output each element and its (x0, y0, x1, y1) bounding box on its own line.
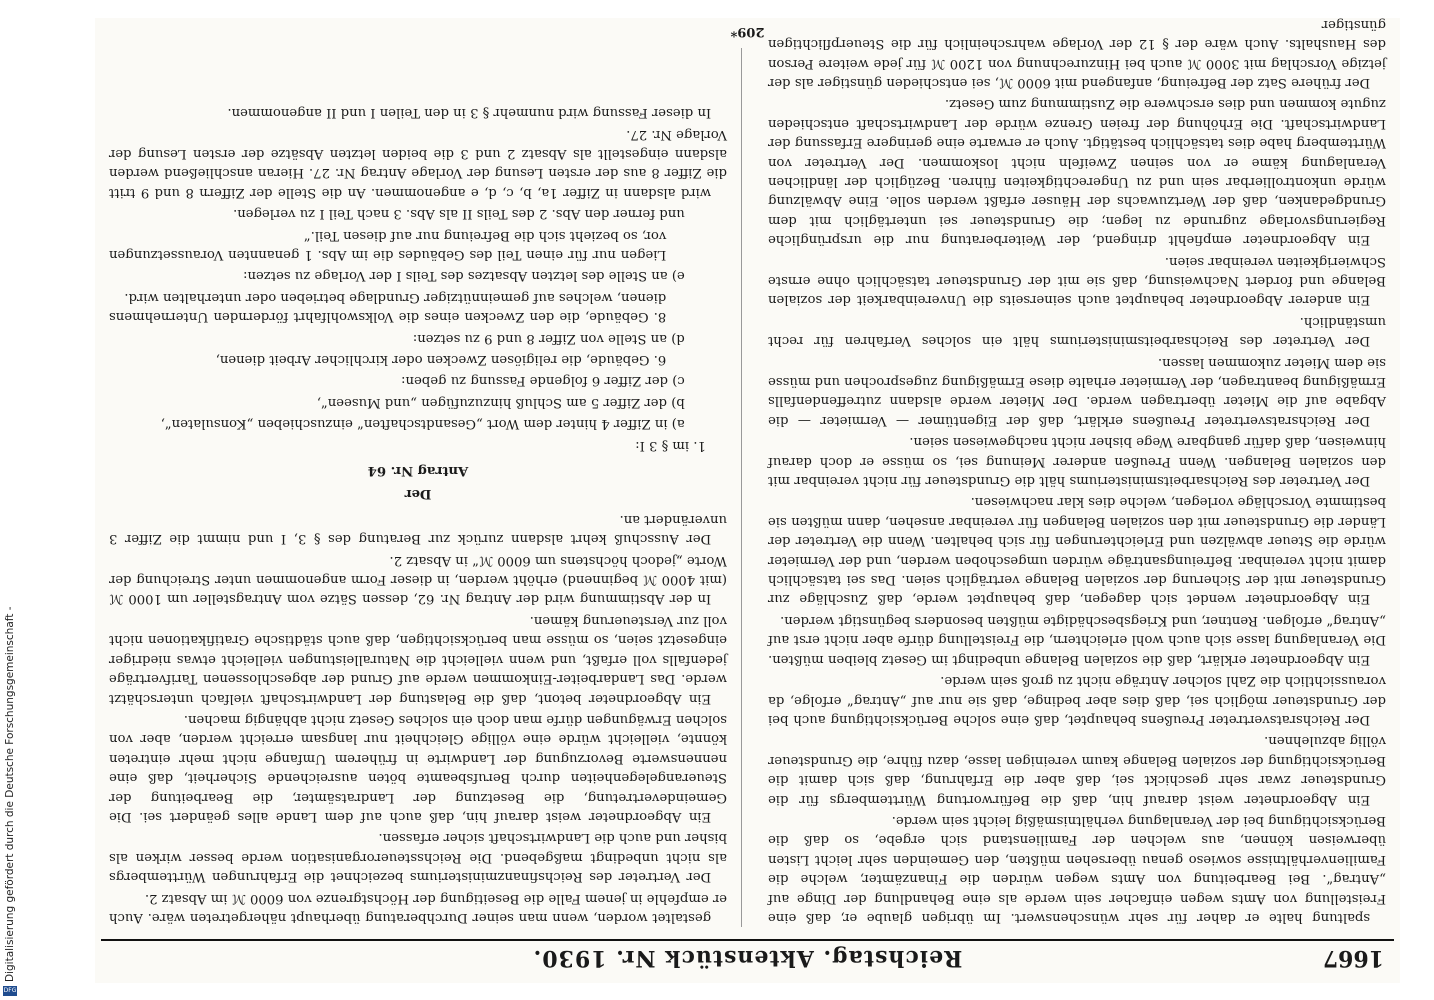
amendment-title: Antrag Nr. 64 (367, 463, 469, 479)
amendment-item: c) der Ziffer 6 folgende Fassung zu geben: (401, 373, 685, 389)
left-column (768, 16, 1386, 927)
paragraph: Ein Abgeordneter betont, daß die Belastung der Landwirtschaft vielfach unterschätzt werde. Das Landarbeiter-Einkommen werde auf Grund der abgeschlossenen Tarifverträge jedenfalls voll erfaßt, und wenn vielleicht die Naturalleistungen vielleicht etwas niedriger eingesetzt seien, so müsse man berücksichtigen, daß auch städtische Gratifikationen nicht voll zur Versteuerung kämen. (109, 612, 727, 706)
paragraph: Der Reichsratsvertreter Preußens erklärt, daß der Eigentümer — Vermieter — die Abgabe auf die Mieter übertragen werde. Der Mieter werde alsdann zutreffendenfalls Ermäßigung beantragen, der Vermieter erhalte diese Ermäßigung zugesprochen und müsse sie dem Mieter zukommen lassen. (768, 354, 1386, 428)
paragraph: gestaltet worden, wenn man seiner Durchberatung überhaupt nähergetreten wäre. Auch er empfehle in jenem Falle die Beseitigung der Höchstgrenze von 6000 ℳ im Absatz 2. (109, 890, 727, 925)
amendment-item: b) der Ziffer 5 am Schluß hinzuzufügen „und Museen“, (316, 394, 685, 410)
running-title: Reichstag. Aktenstück Nr. 1930. (532, 945, 963, 971)
der-label: Der (404, 486, 432, 502)
paragraph: Der Reichsratsvertreter Preußens behauptet, daß eine solche Berücksichtigung auch bei der Grundsteuer möglich sei, daß dies aber bedinge, daß sie nur auf „Antrag“ erfolge, da voraussichtlich die Zahl solcher Anträge nicht zu groß sein werde. (768, 673, 1386, 727)
paragraph: Ein Abgeordneter weist darauf hin, daß die Befürwortung Württembergs für die Grundsteuer zwar sehr geschickt sei, daß aber die Erfahrung, daß sich damit die Berücksichtigung der sozialen Belange kaum vereinigen lasse, dazu führe, die Grundsteuer völlig abzulehnen. (768, 733, 1386, 807)
closing-paragraphs (109, 103, 727, 202)
paragraph: spaltung halte er daher für sehr wünschenswert. Im übrigen glaube er, daß eine Freistellung von Amts wegen einfacher sein werde als eine Behandlung der Dinge auf „Antrag“. Bei Bearbeitung von Amts wegen würden die Finanzämter, welche die Familienverhältnisse sowieso genau übersehen müßten, den Gemeinden sehr leicht Listen überweisen können, aus welchen der Familienstand sich ergebe, so daß die Berücksichtigung bei der Veranlagung verhältnismäßig leicht sein werde. (768, 812, 1386, 925)
page-number: 1667 (1322, 945, 1384, 971)
paragraph: In der Abstimmung wird der Antrag Nr. 62, dessen Sätze vom Antragsteller um 1000 ℳ (mit 4000 ℳ beginnend) erhöht werden, in dieser Form angenommen unter Streichung der Worte „jedoch höchstens um 6000 ℳ“ in Absatz 2. (109, 552, 727, 607)
right-column-paragraphs (109, 509, 727, 927)
right-column (109, 48, 742, 927)
paragraph: Ein Abgeordneter weist darauf hin, daß auch auf dem Lande alles geändert sei. Die Gemeindevertretung, die Besetzung der Landratsämter, die Bearbeitung der Steuerangelegenheiten durch Berufsbeamte böten ausreichende Sicherheit, daß eine nennenswerte Bevorzugung der Landwirte in früherem Umfange nicht mehr eintreten könnte, vielleicht würde eine völlige Gleichheit nur langsam erreicht werden, aber von solchen Erwägungen dürfe man doch ein solches Gesetz nicht abhängig machen. (109, 711, 727, 824)
amendment-list (109, 204, 727, 455)
paragraph: In dieser Fassung wird nunmehr § 3 in den Teilen I und II angenommen. (227, 105, 712, 121)
paragraph: wird alsdann in Ziffer 1a, b, c, d, e angenommen. An die Stelle der Ziffern 8 und 9 tritt die Ziffer 8 aus der ersten Lesung der Vorlage Antrag Nr. 27. Hieran anschließend werden alsdann eingestellt als Absatz 2 und 3 die beiden letzten Absätze der ersten Lesung der Vorlage Nr. 27. (109, 126, 727, 200)
amendment-item: d) an Stelle von Ziffer 8 und 9 zu setzen: (412, 330, 685, 346)
digitization-attribution (0, 0, 20, 1000)
amendment-item: 1. im § 3 I: (635, 437, 706, 453)
paragraph: Ein Abgeordneter empfiehlt dringend, der Weiterberatung nur die ursprüngliche Regierungsvorlage zugrunde zu legen; die Grundsteuer sei untertäglich mit dem Grundgedanken, daß der Wertzuwachs der Häuser erfaßt werden solle. Eine Abwälzung würde unkontrollierbar sein und zu Ungerechtigkeiten führen. Bezüglich der ländlichen Veranlagung käme er von seinen Zweifeln nicht loskommen. Der Vertreter von Württemberg habe dies tatsächlich bestätigt. Auch er erwarte eine geringere Erfassung der Landwirtschaft. Die Erhöhung der freien Grenze würde der Landwirtschaft entschieden zugute kommen und dies erschwere die Zustimmung zum Gesetz. (768, 96, 1386, 248)
paragraph: Der Vertreter des Reichsarbeitsministeriums hält die Grundsteuer für nicht vereinbar mit den sozialen Belangen. Wenn Preußen anderer Meinung sei, so müsse er doch darauf hinweisen, daß dafür gangbare Wege bisher nicht nachgewiesen seien. (768, 434, 1386, 489)
amendment-item: Liegen nur für einen Teil des Gebäudes die im Abs. 1 genannten Voraussetzungen vor, so bezieht sich die Befreiung nur auf diesen Teil.“ (109, 227, 667, 262)
paragraph: Ein Abgeordneter wendet sich dagegen, daß behauptet werde, daß Zuschläge zur Grundsteuer mit der Sicherung der sozialen Belange verträglich seien. Das sei tatsächlich damit nicht vereinbar. Befreiungsanträge würden umgeschoben werden, und der Vermieter würde die Steuer abwälzen und Erleichterungen für sich behalten. Wenn die Vertreter der Länder die Grundsteuer mit den sozialen Belangen für vereinbar ansehen, dann müßten sie bestimmte Vorschläge vorlegen, welche dies klar nachwiesen. (768, 494, 1386, 607)
amendment-item: 8. Gebäude, die den Zwecken eines die Volkswohlfahrt fördernden Unternehmens dienen, welches auf gemeinnütziger Grundlage betrieben oder unterhalten wird. (109, 289, 667, 325)
paragraph: Der Vertreter des Reichsfinanzministeriums bezeichnet die Erfahrungen Württembergs als nicht unbedingt maßgebend. Die Reichssteuerorganisation werde besser wirken als bisher und auch die Landwirtschaft sicher erfassen. (109, 830, 727, 885)
paragraph: Ein Abgeordneter erklärt, daß die sozialen Belange unbedingt im Gesetz bleiben müßten. Die Veranlagung lasse sich auch wohl erleichtern, die Freistellung dürfe aber nicht erst auf „Antrag“ erfolgen. Rentner, und Kriegsbeschädigte müßten besonders begünstigt werden. (768, 612, 1386, 667)
scanned-page (95, 18, 1400, 983)
paragraph: Ein anderer Abgeordneter behauptet auch seinerseits die Unvereinbarkeit der sozialen Belange und fordert Nachweisung, daß sie mit der Grundsteuer tatsächlich ohne ernste Schwierigkeiten vereinbar seien. (768, 253, 1386, 308)
attribution-text: Digitalisierung gefördert durch die Deutsche Forschungsgemeinschaft - (4, 606, 16, 982)
signature-mark: 209* (730, 24, 765, 39)
paragraph: Der frühere Satz der Befreiung, anfangend mit 6000 ℳ, sei entschieden günstiger als der jetzige Vorschlag mit 3000 ℳ auch bei Hinzurechnung von 1200 ℳ für jede weitere Person des Haushalts. Auch wäre der § 12 der Vorlage wahrscheinlich für die Steuerpflichtigen günstiger (768, 16, 1386, 90)
amendment-item: 6. Gebäude, die religiösen Zwecken oder kirchlicher Arbeit dienen, (215, 352, 667, 368)
page-header (101, 939, 1394, 977)
amendment-item: und ferner den Abs. 2 des Teils II als Abs. 3 nach Teil I zu verlegen. (233, 206, 685, 222)
amendment-item: e) an Stelle des letzten Absatzes des Teils I der Vorlage zu setzen: (243, 268, 685, 284)
paragraph: Der Vertreter des Reichsarbeitsministeriums hält ein solches Verfahren für recht umständlich. (768, 313, 1386, 349)
amendment-item: a) in Ziffer 4 hinter dem Wort „Gesandtschaften“ einzuschieben „Konsulaten“, (160, 416, 685, 432)
dfg-logo: DFG (3, 987, 17, 994)
paragraph: Der Ausschuß kehrt alsdann zurück zur Beratung des § 3, I und nimmt die Ziffer 3 unverändert an. (109, 511, 727, 547)
